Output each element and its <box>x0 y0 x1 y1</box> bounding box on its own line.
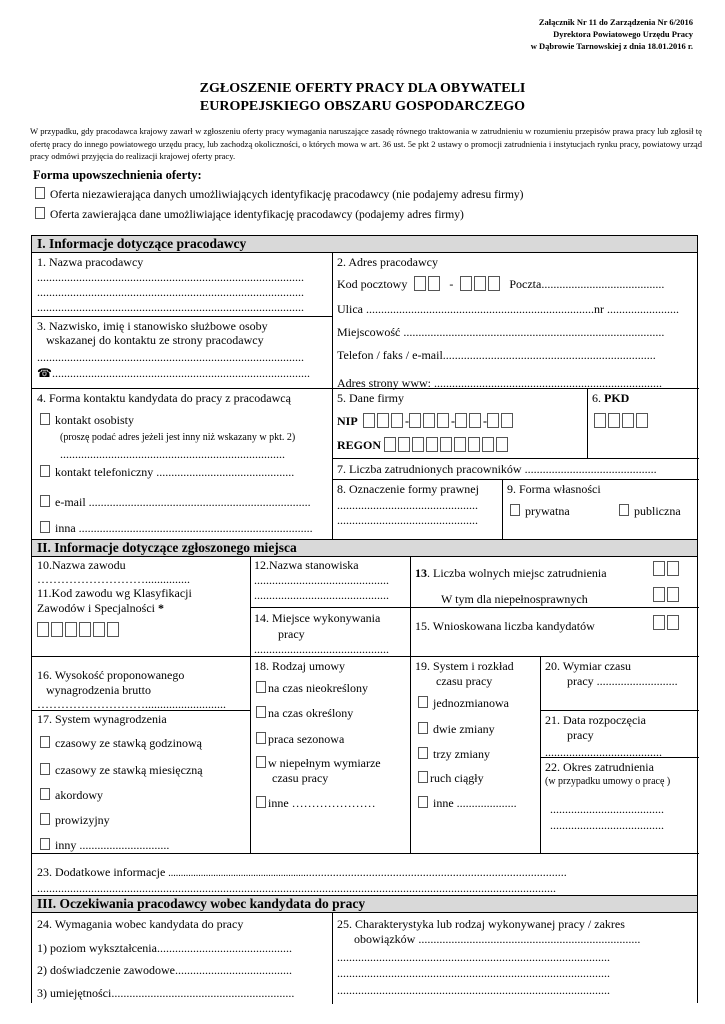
contact-personal-option[interactable] <box>40 413 134 427</box>
field-17-label: 17. System wynagrodzenia <box>37 712 167 726</box>
option-label: Oferta zawierająca dane umożliwiające identyfikację pracodawcy (podajemy adres firmy) <box>50 209 464 221</box>
occupation-code-boxes <box>37 622 121 637</box>
contract-indefinite-option[interactable] <box>256 681 368 695</box>
field-24-label: 24. Wymagania wobec kandydata do pracy <box>37 917 244 931</box>
field-14-line[interactable]: ............................................. <box>254 642 389 656</box>
education-field[interactable]: 1) poziom wykształcenia............................................. <box>37 941 292 955</box>
skills-field[interactable]: 3) umiejętności............................................................. <box>37 986 295 1000</box>
digit-box[interactable] <box>667 561 679 576</box>
field-8-label: 8. Oznaczenie formy prawnej <box>337 482 479 496</box>
shift-three-option[interactable] <box>418 747 490 761</box>
regon-box[interactable] <box>384 437 396 452</box>
attachment-header <box>531 16 693 52</box>
field-14-label-cont: pracy <box>278 627 305 641</box>
checkbox[interactable] <box>40 813 50 825</box>
ownership-public[interactable] <box>619 504 681 518</box>
regon-box[interactable] <box>482 437 494 452</box>
digit-box[interactable] <box>667 615 679 630</box>
checkbox[interactable] <box>40 788 50 800</box>
field-3-label: 3. Nazwisko, imię i stanowisko służbowe osoby <box>37 319 268 333</box>
postal-dash: - <box>449 277 454 291</box>
section-expectations <box>31 895 698 1003</box>
nip-box[interactable] <box>423 413 435 428</box>
option-label: inne .................... <box>433 796 517 810</box>
code-box[interactable] <box>51 622 63 637</box>
option-label: e-mail .......................................................................... <box>55 495 311 509</box>
field-6-number: 6. <box>592 391 601 405</box>
field-23-label: 23. Dodatkowe informacje .............................................................................................................................................. <box>37 865 567 879</box>
field-25-label-cont: obowiązków .......................................................................... <box>354 932 641 946</box>
header-line-2: Dyrektora Powiatowego Urzędu Pracy <box>553 29 693 39</box>
section-1-heading: I. Informacje dotyczące pracodawcy <box>32 236 697 253</box>
code-box[interactable] <box>65 622 77 637</box>
option-label: czasowy ze stawką miesięczną <box>55 763 203 777</box>
checkbox[interactable] <box>40 465 50 477</box>
field-7-employees[interactable]: 7. Liczba zatrudnionych pracowników ............................................ <box>337 462 657 476</box>
header-line-3: w Dąbrowie Tarnowskiej z dnia 18.01.2016 r. <box>530 41 693 51</box>
field-25-line[interactable]: ........................................................................................... <box>337 983 610 997</box>
contact-note: (proszę podać adres jeżeli jest inny niż wskazany w pkt. 2) <box>60 432 296 443</box>
publication-heading: Forma upowszechnienia oferty: <box>33 168 202 182</box>
field-11-label-text: Zawodów i Specjalności <box>37 601 155 615</box>
option-label: inne ………………… <box>268 796 376 810</box>
checkbox[interactable] <box>418 796 428 808</box>
digit-box[interactable] <box>653 615 665 630</box>
checkbox[interactable] <box>40 736 50 748</box>
post-office-field[interactable]: Poczta......................................... <box>509 277 665 291</box>
pkd-boxes <box>594 413 650 428</box>
checkbox[interactable] <box>35 187 45 199</box>
section-3-heading: III. Oczekiwania pracodawcy wobec kandydata do pracy <box>32 896 697 913</box>
checkbox[interactable] <box>256 681 266 693</box>
option-label: ruch ciągły <box>430 771 484 785</box>
field-25-line[interactable]: ........................................................................................... <box>337 950 610 964</box>
regon-box[interactable] <box>426 437 438 452</box>
section-employer <box>31 235 698 540</box>
nip-box[interactable] <box>501 413 513 428</box>
digit-box[interactable] <box>653 587 665 602</box>
option-label: czasowy ze stawką godzinową <box>55 736 202 750</box>
nip-box[interactable] <box>409 413 421 428</box>
field-4-label: 4. Forma kontaktu kandydata do pracy z pracodawcą <box>37 391 291 405</box>
nip-row: NIP - - - <box>337 413 515 428</box>
pkd-box[interactable] <box>594 413 606 428</box>
field-22-line[interactable]: ...................................... <box>550 802 664 816</box>
checkbox[interactable] <box>418 771 428 783</box>
field-10-line[interactable]: ………………………............... <box>37 572 190 586</box>
nip-box[interactable] <box>455 413 467 428</box>
field-21-line[interactable]: ....................................... <box>545 745 662 759</box>
contract-seasonal-option[interactable] <box>256 732 344 746</box>
publication-option-anonymous[interactable] <box>35 187 524 201</box>
shift-other-option[interactable] <box>418 796 517 810</box>
checkbox[interactable] <box>256 732 266 744</box>
contract-other-option[interactable] <box>256 796 376 810</box>
field-12-line[interactable]: ............................................. <box>254 573 389 587</box>
section-job <box>31 539 698 896</box>
nip-box[interactable] <box>377 413 389 428</box>
postal-label: Kod pocztowy <box>337 277 408 291</box>
nip-box[interactable] <box>363 413 375 428</box>
candidates-boxes <box>653 615 681 630</box>
shift-continuous-option[interactable] <box>418 771 484 785</box>
section-2-heading: II. Informacje dotyczące zgłoszonego miejsca <box>32 540 697 557</box>
checkbox[interactable] <box>256 706 266 718</box>
shift-two-option[interactable] <box>418 722 495 736</box>
contract-part-time-cont: czasu pracy <box>272 771 329 785</box>
field-20-line[interactable]: pracy ........................... <box>567 674 678 688</box>
option-label: publiczna <box>634 504 681 518</box>
asterisk: * <box>157 601 164 615</box>
nip-box[interactable] <box>469 413 481 428</box>
field-21-label-cont: pracy <box>567 728 594 742</box>
vacancies-boxes <box>653 561 681 576</box>
field-13-text: . Liczba wolnych miejsc zatrudnienia <box>427 566 607 580</box>
field-9-label: 9. Forma własności <box>507 482 601 496</box>
code-box[interactable] <box>107 622 119 637</box>
field-5-label: 5. Dane firmy <box>337 391 404 405</box>
intro-paragraph: W przypadku, gdy pracodawca krajowy zawarł w zgłoszeniu oferty pracy wymagania naruszające zasadę równego traktowania w zatrudnieniu w rozumieniu przepisów prawa pracy lub zgłosił tę ofertę pracy do innego powiatowego urzędu pracy, lub zachodzą okoliczności, o których mowa w art. 36 ust. 5e pkt 2 ustawy o promocji zatrudnienia i instytucjach rynku pracy, powiatowy urząd pracy odmówi przyjęcia do realizacji krajowej oferty pracy. <box>30 126 702 161</box>
option-label: na czas określony <box>268 706 354 720</box>
checkbox[interactable] <box>35 207 45 219</box>
field-13-number: 13 <box>415 566 427 580</box>
field-23-text: 23. Dodatkowe informacje <box>37 865 166 879</box>
contact-address-line[interactable]: ........................................................................... <box>60 447 285 461</box>
postal-digit-box[interactable] <box>460 276 472 291</box>
field-6-label <box>592 391 629 405</box>
header-line-1: Załącznik Nr 11 do Zarządzenia Nr 6/2016 <box>538 17 693 27</box>
disabled-vacancies-boxes <box>653 587 681 602</box>
field-1-line[interactable]: ......................................................................................... <box>37 300 304 314</box>
code-box[interactable] <box>79 622 91 637</box>
pkd-box[interactable] <box>622 413 634 428</box>
checkbox[interactable] <box>256 756 266 768</box>
contact-other-option[interactable] <box>40 521 313 535</box>
pkd-label: PKD <box>604 391 630 405</box>
regon-label: REGON <box>337 438 382 452</box>
digit-box[interactable] <box>667 587 679 602</box>
field-21-label: 21. Data rozpoczęcia <box>545 713 646 727</box>
field-11-label-cont <box>37 601 164 615</box>
field-3-line[interactable]: ......................................................................................... <box>37 350 304 364</box>
nip-box[interactable] <box>437 413 449 428</box>
pay-piece-option[interactable] <box>40 788 103 802</box>
field-19-label: 19. System i rozkład <box>415 659 514 673</box>
regon-box[interactable] <box>454 437 466 452</box>
option-label: kontakt telefoniczny .............................................. <box>55 465 295 479</box>
option-label: inny .............................. <box>55 838 170 852</box>
option-label: w niepełnym wymiarze <box>268 756 381 770</box>
postal-digit-box[interactable] <box>488 276 500 291</box>
field-1-label: 1. Nazwa pracodawcy <box>37 255 144 269</box>
field-10-label: 10.Nazwa zawodu <box>37 558 126 572</box>
pkd-box[interactable] <box>608 413 620 428</box>
checkbox[interactable] <box>510 504 520 516</box>
ownership-private[interactable] <box>510 504 570 518</box>
website-field[interactable]: Adres strony www: ............................................................................ <box>337 376 662 390</box>
regon-box[interactable] <box>496 437 508 452</box>
field-14-label: 14. Miejsce wykonywania <box>254 611 381 625</box>
contact-phone-option[interactable] <box>40 465 294 479</box>
regon-box[interactable] <box>440 437 452 452</box>
checkbox[interactable] <box>40 763 50 775</box>
phone-fax-email-field[interactable]: Telefon / faks / e-mail....................................................................... <box>337 348 656 362</box>
field-3-label-cont: wskazanej do kontaktu ze strony pracodawcy <box>46 333 264 347</box>
shift-one-option[interactable] <box>418 696 509 710</box>
phone-icon: ☎ <box>37 366 52 380</box>
field-15-label: 15. Wnioskowana liczba kandydatów <box>415 619 595 633</box>
option-label: kontakt osobisty <box>55 413 135 427</box>
title-line-1: ZGŁOSZENIE OFERTY PRACY DLA OBYWATELI <box>199 81 526 96</box>
checkbox[interactable] <box>418 696 428 708</box>
field-2-label: 2. Adres pracodawcy <box>337 255 438 269</box>
pay-commission-option[interactable] <box>40 813 110 827</box>
field-25-line[interactable]: ........................................................................................... <box>337 966 610 980</box>
digit-box[interactable] <box>653 561 665 576</box>
contract-definite-option[interactable] <box>256 706 353 720</box>
regon-row <box>337 437 510 452</box>
field-12-label: 12.Nazwa stanowiska <box>254 558 359 572</box>
field-22-note: (w przypadku umowy o pracę ) <box>545 776 671 787</box>
checkbox[interactable] <box>619 504 629 516</box>
title-line-2: EUROPEJSKIEGO OBSZARU GOSPODARCZEGO <box>199 99 526 114</box>
checkbox[interactable] <box>40 838 50 850</box>
field-12-line[interactable]: ............................................. <box>254 588 389 602</box>
postal-digit-box[interactable] <box>414 276 426 291</box>
field-25-label: 25. Charakterystyka lub rodzaj wykonywanej pracy / zakres <box>337 917 625 931</box>
field-13-label <box>415 566 607 580</box>
option-label: Oferta niezawierająca danych umożliwiających identyfikację pracodawcy (nie podajemy adresu firmy) <box>50 189 524 201</box>
checkbox[interactable] <box>418 722 428 734</box>
pay-hourly-option[interactable] <box>40 736 202 750</box>
option-label: prywatna <box>525 504 570 518</box>
checkbox[interactable] <box>40 495 50 507</box>
contact-email-option[interactable] <box>40 495 311 509</box>
option-label: prowizyjny <box>55 813 110 827</box>
pay-monthly-option[interactable] <box>40 763 203 777</box>
publication-option-identified[interactable] <box>35 207 464 221</box>
field-1-line[interactable]: ......................................................................................... <box>37 285 304 299</box>
field-3-phone-line[interactable]: ☎...................................................................................... <box>37 366 310 380</box>
regon-box[interactable] <box>412 437 424 452</box>
field-16-label-cont: wynagrodzenia brutto <box>46 683 151 697</box>
street-field[interactable]: Ulica ............................................................................nr ........................ <box>337 302 679 316</box>
field-22-line[interactable]: ...................................... <box>550 818 664 832</box>
field-1-line[interactable]: ......................................................................................... <box>37 270 304 284</box>
code-box[interactable] <box>37 622 49 637</box>
option-label: jednozmianowa <box>433 696 509 710</box>
field-23-line[interactable]: ............................................................................................................................................................................. <box>37 881 556 895</box>
code-box[interactable] <box>93 622 105 637</box>
field-22-label: 22. Okres zatrudnienia <box>545 760 654 774</box>
pkd-box[interactable] <box>636 413 648 428</box>
option-label: trzy zmiany <box>433 747 490 761</box>
option-label: dwie zmiany <box>433 722 495 736</box>
postal-code-row <box>337 276 664 291</box>
regon-box[interactable] <box>398 437 410 452</box>
checkbox[interactable] <box>40 521 50 533</box>
field-16-label: 16. Wysokość proponowanego <box>37 668 185 682</box>
field-16-line[interactable]: ………………………........................... <box>37 697 226 711</box>
nip-box[interactable] <box>391 413 403 428</box>
field-8-line[interactable]: ............................................... <box>337 498 478 512</box>
option-label: inna .............................................................................. <box>55 521 313 535</box>
field-20-label: 20. Wymiar czasu <box>545 659 632 673</box>
field-8-line[interactable]: ............................................... <box>337 513 478 527</box>
checkbox[interactable] <box>256 796 266 808</box>
postal-digit-box[interactable] <box>428 276 440 291</box>
nip-label: NIP <box>337 414 358 428</box>
document-title <box>0 80 725 116</box>
option-label: na czas nieokreślony <box>268 681 368 695</box>
field-13-disabled-label: W tym dla niepełnosprawnych <box>441 592 588 606</box>
checkbox[interactable] <box>40 413 50 425</box>
nip-box[interactable] <box>487 413 499 428</box>
checkbox[interactable] <box>418 747 428 759</box>
pay-other-option[interactable] <box>40 838 169 852</box>
city-field[interactable]: Miejscowość ....................................................................................... <box>337 325 665 339</box>
experience-field[interactable]: 2) doświadczenie zawodowe....................................... <box>37 963 292 977</box>
field-11-label: 11.Kod zawodu wg Klasyfikacji <box>37 586 192 600</box>
option-label: akordowy <box>55 788 103 802</box>
option-label: praca sezonowa <box>268 732 345 746</box>
field-19-label-cont: czasu pracy <box>436 674 493 688</box>
field-25-text: obowiązków <box>354 932 416 946</box>
contract-part-time-option[interactable] <box>256 756 381 770</box>
regon-box[interactable] <box>468 437 480 452</box>
postal-digit-box[interactable] <box>474 276 486 291</box>
field-18-label: 18. Rodzaj umowy <box>254 659 345 673</box>
